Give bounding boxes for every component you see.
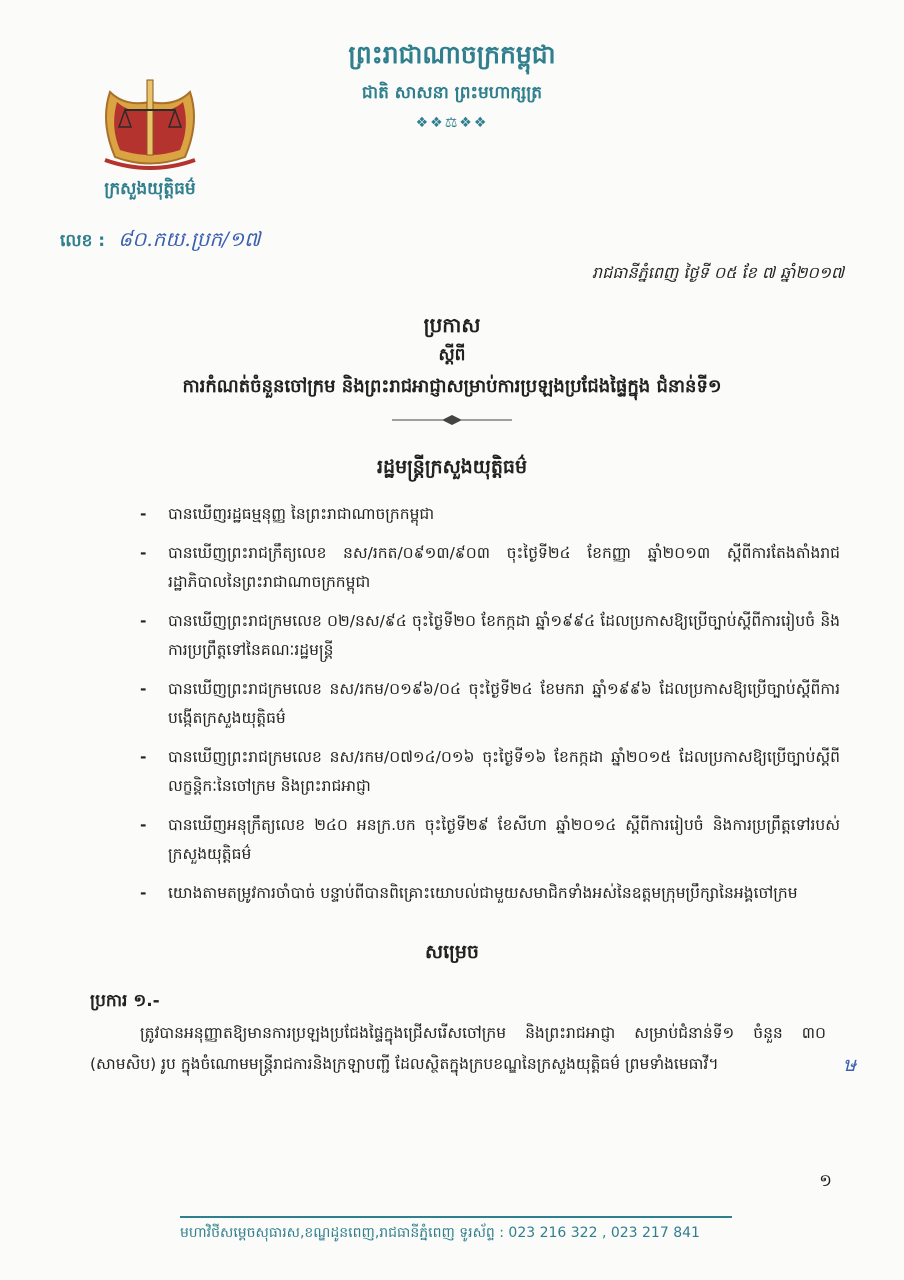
- list-item: - បានឃើញព្រះរាជក្រមលេខ នស/រកម/០៧១៤/០១៦ ចុះថ្ងៃទី១៦ ខែកក្កដា ឆ្នាំ២០១៥ ដែលប្រកាសឱ្យប្រើច្បាប់ស្តីពីលក្ខន្តិកៈនៃចៅក្រម និងព្រះរាជអាជ្ញា: [140, 743, 840, 801]
- reference-number: ៨០.កយ.ប្រក/១៧: [118, 227, 261, 251]
- decision-heading: សម្រេច: [425, 941, 479, 963]
- document-type: ប្រកាស: [423, 313, 481, 337]
- footer-address: មហាវិថីសម្តេចសុធារស,ខណ្ឌដូនពេញ,រាជធានីភ្នំពេញ ទូរស័ព្ទ : 023 216 322 , 023 217 841: [180, 1225, 700, 1241]
- title-divider: [390, 414, 514, 426]
- national-motto: ជាតិ សាសនា ព្រះមហាក្សត្រ: [361, 83, 543, 103]
- document-subject: ការកំណត់ចំនួនចៅក្រម និងព្រះរាជអាជ្ញាសម្រាប់ការប្រឡងប្រជែងផ្ទៃក្នុង ជំនាន់ទី១: [182, 376, 722, 397]
- considerations-list: [140, 500, 840, 918]
- list-item: - យោងតាមតម្រូវការចាំបាច់ បន្ទាប់ពីបានពិគ្រោះយោបល់ជាមួយសមាជិកទាំងអស់នៃឧត្តមក្រុមប្រឹក្សានៃអង្គចៅក្រម: [140, 879, 840, 908]
- ornament-divider: ❖❖⚖❖❖: [415, 115, 489, 131]
- page-number: ១: [819, 1171, 832, 1191]
- list-item: - បានឃើញអនុក្រឹត្យលេខ ២៤០ អនក្រ.បក ចុះថ្ងៃទី២៩ ខែសីហា ឆ្នាំ២០១៤ ស្តីពីការរៀបចំ និងការប្រព្រឹត្តទៅរបស់ក្រសួងយុត្តិធម៌: [140, 811, 840, 869]
- footer-rule: [180, 1216, 732, 1218]
- article-label: ប្រការ ១.-: [90, 991, 160, 1011]
- kingdom-heading: ព្រះរាជាណាចក្រកម្ពុជា: [348, 40, 556, 69]
- list-item: - បានឃើញព្រះរាជក្រមលេខ នស/រកម/០១៩៦/០៤ ចុះថ្ងៃទី២៤ ខែមករា ឆ្នាំ១៩៩៦ ដែលប្រកាសឱ្យប្រើច្បាប់ស្តីពីការបង្កើតក្រសួងយុត្តិធម៌: [140, 675, 840, 733]
- issuer-heading: រដ្ឋមន្ត្រីក្រសួងយុត្តិធម៌: [376, 456, 527, 478]
- document-about: ស្ដីពី: [438, 345, 466, 365]
- list-item: - បានឃើញព្រះរាជក្រមលេខ ០២/នស/៩៤ ចុះថ្ងៃទី២០ ខែកក្កដា ឆ្នាំ១៩៩៤ ដែលប្រកាសឱ្យប្រើច្បាប់ស្តីពីការរៀបចំ និងការប្រព្រឹត្តទៅនៃគណៈរដ្ឋមន្ត្រី: [140, 607, 840, 665]
- reference-label: លេខ :: [60, 231, 106, 251]
- list-item: - បានឃើញព្រះរាជក្រឹត្យលេខ នស/រកត/០៩១៣/៩០៣ ចុះថ្ងៃទី២៤ ខែកញ្ញា ឆ្នាំ២០១៣ ស្តីពីការតែងតាំងរាជរដ្ឋាភិបាលនៃព្រះរាជាណាចក្រកម្ពុជា: [140, 539, 840, 597]
- list-item: - បានឃើញរដ្ឋធម្មនុញ្ញ នៃព្រះរាជាណាចក្រកម្ពុជា: [140, 500, 840, 529]
- handwritten-initial: ษ: [842, 1052, 856, 1076]
- ministry-seal-emblem: [95, 72, 205, 172]
- ministry-name: ក្រសួងយុត្តិធម៌: [104, 179, 196, 199]
- date-line: រាជធានីភ្នំពេញ ថ្ងៃទី ០៥ ខែ ៧ ឆ្នាំ២០១៧: [591, 263, 844, 282]
- article-text: ត្រូវបានអនុញ្ញាតឱ្យមានការប្រឡងប្រជែងផ្ទៃក្នុងជ្រើសរើសចៅក្រម និងព្រះរាជអាជ្ញា សម្រាប់ជំនាន់ទី១ ចំនួន ៣០ (សាមសិប) រូប ក្នុងចំណោមមន្ត្រីរាជការនិងក្រឡាបញ្ជី ដែលស្ថិតក្នុងក្របខណ្ឌនៃក្រសួងយុត្តិធម៌ ព្រមទាំងមេធាវី។: [90, 1024, 826, 1073]
